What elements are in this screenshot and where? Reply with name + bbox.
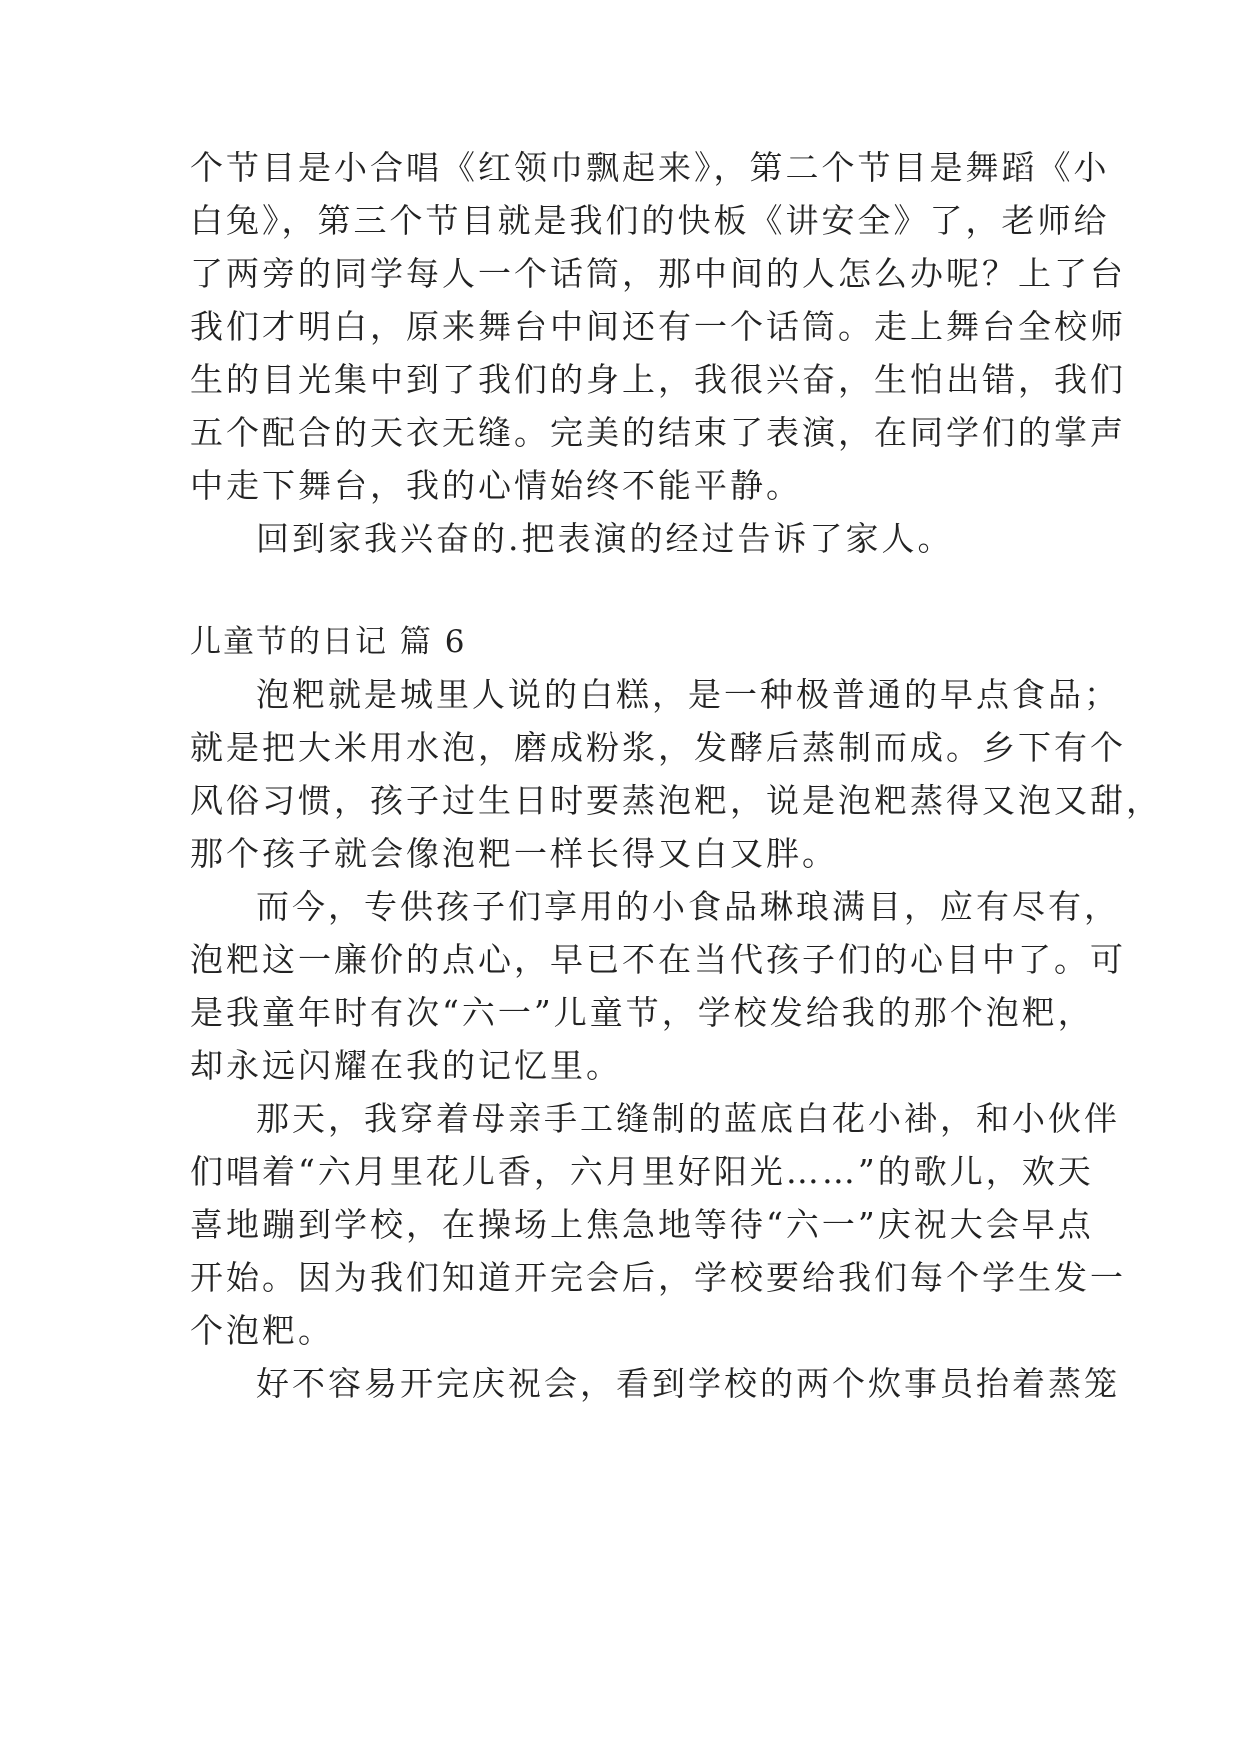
paragraph-line: 而今，专供孩子们享用的小食品琳琅满目，应有尽有， bbox=[256, 887, 1120, 926]
paragraph-line: 却永远闪耀在我的记忆里。 bbox=[190, 1046, 622, 1085]
paragraph-line: 那个孩子就会像泡粑一样长得又白又胖。 bbox=[190, 834, 838, 873]
paragraph-line: 个节目是小合唱《红领巾飘起来》，第二个节目是舞蹈《小 bbox=[190, 148, 1110, 187]
paragraph-line: 个泡粑。 bbox=[190, 1311, 334, 1350]
paragraph-line: 们唱着“六月里花儿香，六月里好阳光……”的歌儿，欢天 bbox=[190, 1152, 1094, 1191]
paragraph-line: 开始。因为我们知道开完会后，学校要给我们每个学生发一 bbox=[190, 1258, 1126, 1297]
paragraph-line: 回到家我兴奋的.把表演的经过告诉了家人。 bbox=[256, 519, 954, 558]
paragraph-line: 就是把大米用水泡，磨成粉浆，发酵后蒸制而成。乡下有个 bbox=[190, 728, 1126, 767]
section-heading: 儿童节的日记 篇 6 bbox=[190, 624, 467, 660]
paragraph-line: 了两旁的同学每人一个话筒，那中间的人怎么办呢？上了台 bbox=[190, 254, 1126, 293]
paragraph-line: 风俗习惯，孩子过生日时要蒸泡粑，说是泡粑蒸得又泡又甜， bbox=[190, 781, 1162, 820]
paragraph-line: 是我童年时有次“六一”儿童节，学校发给我的那个泡粑， bbox=[190, 993, 1094, 1032]
paragraph-line: 那天，我穿着母亲手工缝制的蓝底白花小褂，和小伙伴 bbox=[256, 1099, 1120, 1138]
paragraph-line: 白兔》，第三个节目就是我们的快板《讲安全》了，老师给 bbox=[190, 201, 1110, 240]
paragraph-line: 五个配合的天衣无缝。完美的结束了表演，在同学们的掌声 bbox=[190, 413, 1126, 452]
paragraph-line: 中走下舞台，我的心情始终不能平静。 bbox=[190, 466, 802, 505]
paragraph-line: 生的目光集中到了我们的身上，我很兴奋，生怕出错，我们 bbox=[190, 360, 1126, 399]
paragraph-line: 泡粑就是城里人说的白糕，是一种极普通的早点食品； bbox=[256, 675, 1120, 714]
paragraph-line: 泡粑这一廉价的点心，早已不在当代孩子们的心目中了。可 bbox=[190, 940, 1126, 979]
paragraph-line: 喜地蹦到学校，在操场上焦急地等待“六一”庆祝大会早点 bbox=[190, 1205, 1094, 1244]
paragraph-line: 好不容易开完庆祝会，看到学校的两个炊事员抬着蒸笼 bbox=[256, 1364, 1120, 1403]
paragraph-line: 我们才明白，原来舞台中间还有一个话筒。走上舞台全校师 bbox=[190, 307, 1126, 346]
